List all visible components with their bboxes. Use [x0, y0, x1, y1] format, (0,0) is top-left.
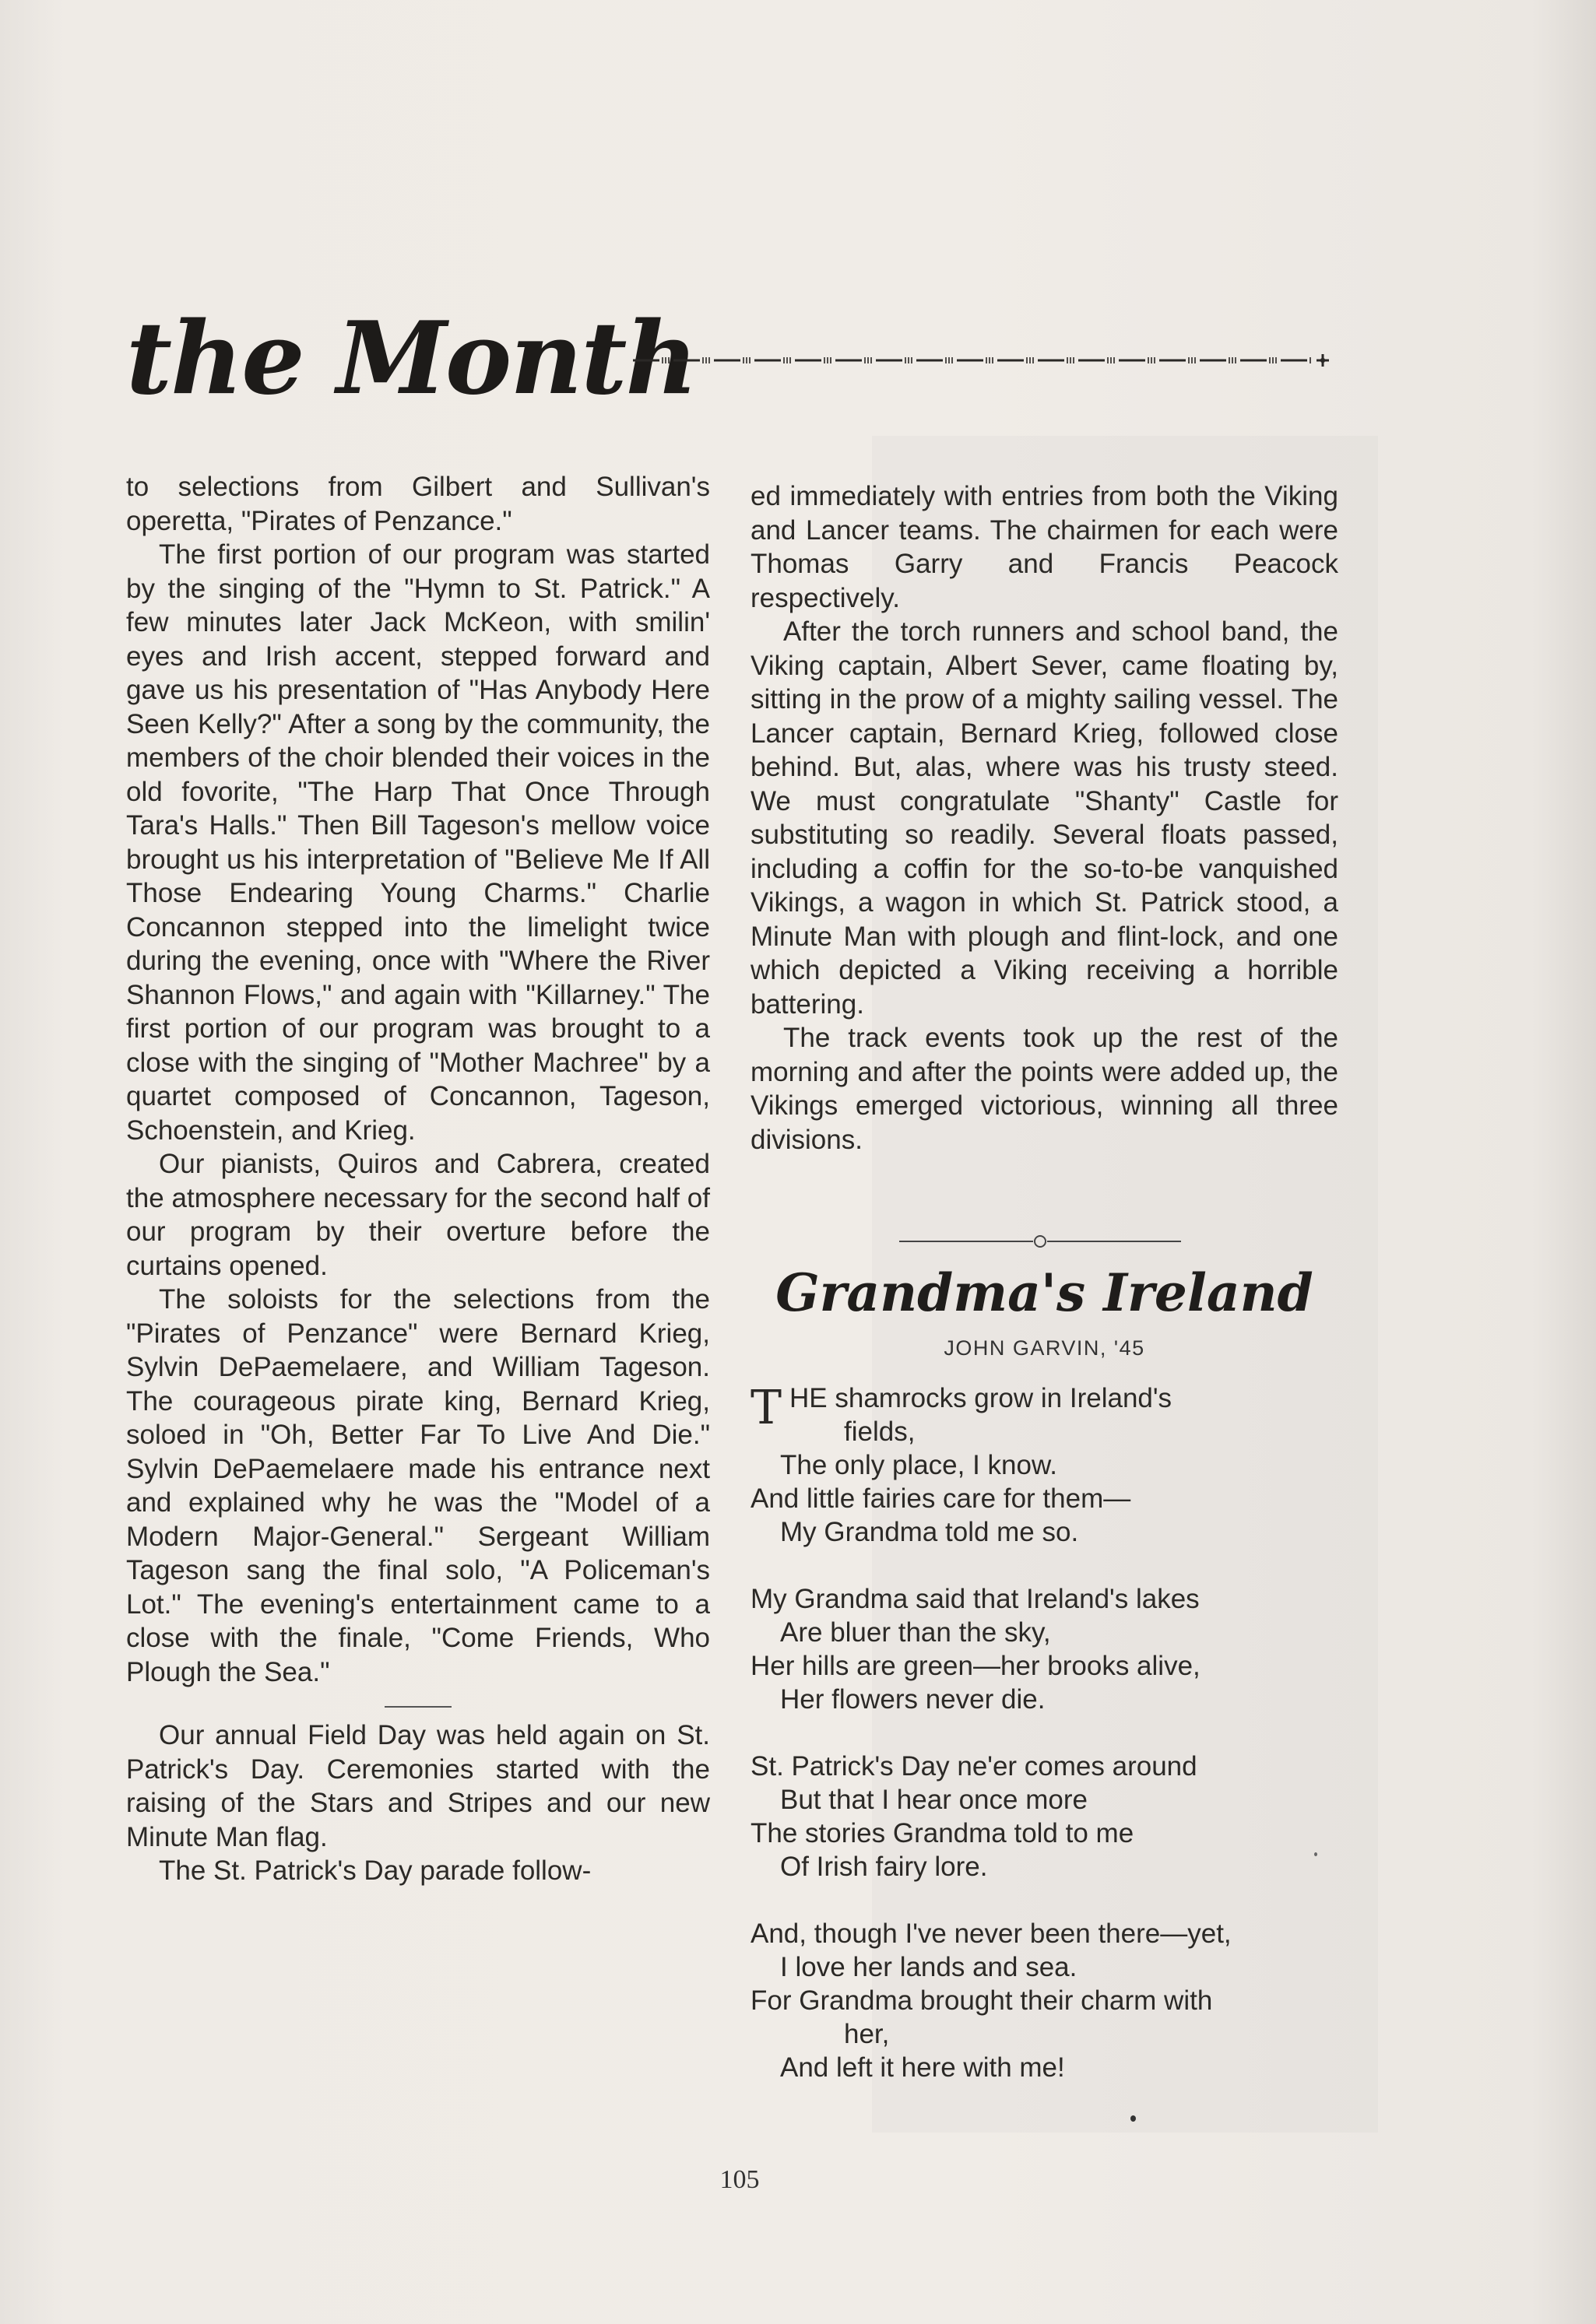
poem-stanza — [751, 1917, 1342, 2084]
poem-stanza — [751, 1582, 1342, 1716]
poem-line: My Grandma said that Ireland's lakes — [751, 1584, 1200, 1614]
paragraph: The first portion of our program was started by the singing of the "Hymn to St. Patrick." A few minutes later Jack McKeon, with smilin' eyes and Irish accent, stepped forward and gave us his presentation of "Has Anybody Here Seen Kelly?" After a song by the community, the members of the choir blended their voices in the old fovorite, "The Harp That Once Through Tara's Halls." Then Bill Tageson's mellow voice brought us his interpretation of "Believe Me If All Those Endearing Young Charms." Charlie Concannon stepped into the limelight twice during the evening, once with "Where the River Shannon Flows," and again with "Killarney." The first portion of our program was brought to a close with the singing of "Mother Machree" by a quartet composed of Concannon, Tageson, Schoenstein, and Krieg. — [126, 539, 710, 1146]
paragraph: Our annual Field Day was held again on St. Patrick's Day. Ceremonies started with the raising of the Stars and Stripes and our new Minute Man flag. — [126, 1720, 710, 1852]
poem-title: Grandma's Ireland — [775, 1262, 1313, 1323]
poem-line: The only place, I know. — [780, 1450, 1058, 1480]
poem-stanza — [751, 1750, 1342, 1883]
poem-line: The stories Grandma told to me — [751, 1818, 1134, 1848]
poem-line: Are bluer than the sky, — [780, 1617, 1051, 1648]
poem-line: Her flowers never die. — [780, 1684, 1046, 1715]
paragraph: The track events took up the rest of the morning and after the points were added up, the Vikings emerged victorious, winning all three divisions. — [751, 1023, 1338, 1155]
drop-cap: T — [751, 1381, 782, 1435]
poem-line: Her hills are green—her brooks alive, — [751, 1651, 1201, 1681]
section-divider — [385, 1706, 452, 1708]
paragraph: After the torch runners and school band, the Viking captain, Albert Sever, came floating by, sitting in the prow of a mighty sailing vessel. The Lancer captain, Bernard Krieg, followed close behind. But, alas, where was his trusty steed. We must congratulate "Shanty" Castle for substituting so readily. Several floats passed, including a coffin for the so-to-be vanquished Vikings, a wagon in which St. Patrick stood, a Minute Man with plough and flint-lock, and one which depicted a Viking receiving a horrible battering. — [751, 616, 1338, 1020]
poem-line: HE shamrocks grow in Ireland's — [789, 1383, 1172, 1413]
poem-line: her, — [844, 2019, 890, 2049]
poem-line: For Grandma brought their charm with — [751, 1985, 1213, 2016]
poem-line: But that I hear once more — [780, 1785, 1088, 1815]
paragraph: ed immediately with entries from both the Viking and Lancer teams. The chairmen for each were Thomas Garry and Francis Peacock respectively. — [751, 481, 1338, 613]
poem-divider — [899, 1232, 1181, 1251]
section-heading — [126, 292, 697, 417]
poem-body — [751, 1381, 1342, 2118]
section-title: the Month — [126, 300, 697, 417]
poem-line: And little fairies care for them— — [751, 1483, 1131, 1514]
right-column — [751, 479, 1338, 1157]
paper-mark — [1314, 1852, 1317, 1856]
cross-ornament-icon — [1317, 354, 1329, 367]
poem-line: Of Irish fairy lore. — [780, 1852, 988, 1882]
heading-ornamental-rule — [633, 354, 1334, 367]
poem-byline: JOHN GARVIN, '45 — [944, 1336, 1145, 1360]
paper-mark — [1130, 2115, 1136, 2122]
poem-line: And, though I've never been there—yet, — [751, 1919, 1232, 1949]
poem-line: My Grandma told me so. — [780, 1517, 1079, 1547]
poem-line: I love her lands and sea. — [780, 1952, 1077, 1982]
page-number: 105 — [719, 2165, 760, 2194]
poem-stanza — [751, 1381, 1342, 1549]
paragraph: Our pianists, Quiros and Cabrera, created the atmosphere necessary for the second half of our program by their overture before the curtains opened. — [126, 1149, 710, 1281]
left-column — [126, 470, 710, 1888]
poem-line: fields, — [844, 1417, 916, 1447]
poem-line: St. Patrick's Day ne'er comes around — [751, 1751, 1197, 1782]
paragraph: The soloists for the selections from the "Pirates of Penzance" were Bernard Krieg, Sylvin DePaemelaere, and William Tageson. The courageous pirate king, Bernard Krieg, soloed in "Oh, Better Far To Live And Die." Sylvin DePaemelaere made his entrance next and explained why he was the "Model of a Modern Major-General." Sergeant William Tageson sang the final solo, "A Policeman's Lot." The evening's entertainment came to a close with the finale, "Come Friends, Who Plough the Sea." — [126, 1284, 710, 1687]
paragraph: to selections from Gilbert and Sullivan's operetta, "Pirates of Penzance." — [126, 472, 710, 536]
poem-line: And left it here with me! — [780, 2052, 1065, 2083]
paragraph: The St. Patrick's Day parade follow- — [159, 1855, 592, 1886]
